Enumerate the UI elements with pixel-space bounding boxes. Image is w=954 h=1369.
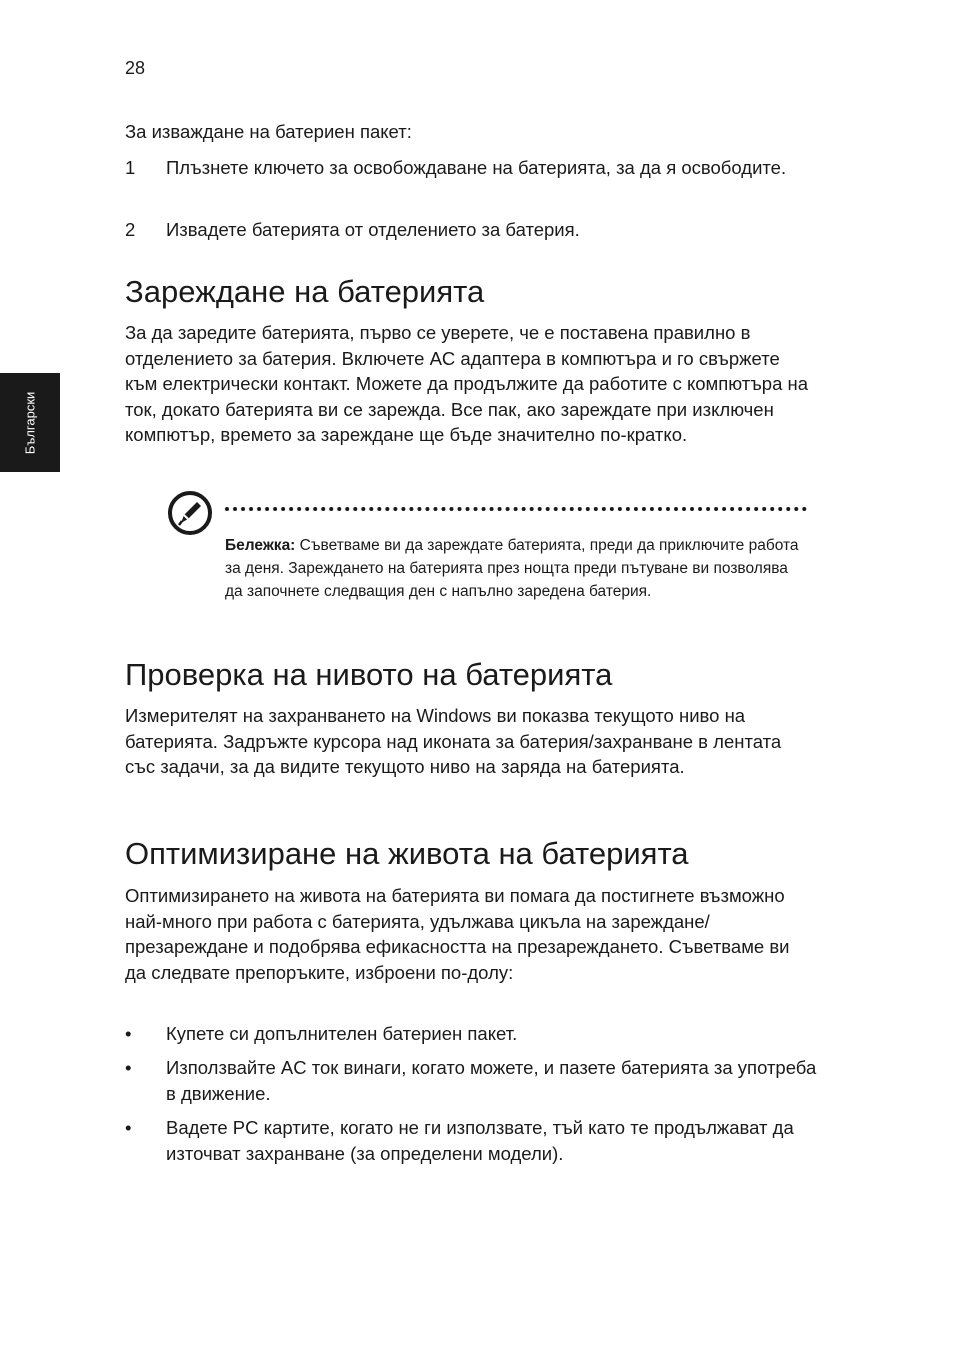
heading-battery-level: Проверка на нивото на батерията	[125, 657, 613, 692]
side-tab-label: Български	[22, 391, 38, 455]
language-side-tab	[0, 373, 60, 472]
list-item	[125, 155, 825, 181]
list-item	[125, 1115, 825, 1166]
note-pen-icon	[167, 490, 213, 536]
bullet-marker: •	[125, 1023, 132, 1044]
note-text	[225, 534, 800, 603]
list-item	[125, 1021, 825, 1047]
note-dotted-rule	[225, 507, 807, 511]
bullet-marker: •	[125, 1117, 132, 1138]
bullet-marker: •	[125, 1057, 132, 1078]
bullet-text: Вадете PC картите, когато не ги използвате, тъй като те продължават да източват захранване (за определени модели).	[166, 1117, 794, 1164]
charging-paragraph: За да заредите батерията, първо се уверете, че е поставена правилно в отделението за батерия. Включете AC адаптера в компютъра и го свържете към електрически контакт. Можете да продължите да работите с компютъра на ток, докато батерията ви се зарежда. Все пак, ако зареждате при изключен компютър, времето за зареждане ще бъде значително по-кратко.	[125, 322, 809, 445]
step-text: Извадете батерията от отделението за батерия.	[166, 219, 580, 240]
heading-charging: Зареждане на батерията	[125, 274, 485, 309]
heading-optimize: Оптимизиране на живота на батерията	[125, 836, 689, 871]
bullet-text: Използвайте AC ток винаги, когато можете, и пазете батерията за употреба в движение.	[166, 1057, 817, 1104]
step-number: 1	[125, 157, 136, 178]
intro-text: За изваждане на батериен пакет:	[125, 121, 412, 142]
step-text: Плъзнете ключето за освобождаване на батерията, за да я освободите.	[166, 157, 787, 178]
page-number: 28	[125, 58, 146, 78]
battery-level-paragraph: Измерителят на захранването на Windows ви показва текущото ниво на батерията. Задръжте курсора над иконата за батерия/захранване в лентата със задачи, за да видите текущото ниво на заряда на батерията.	[125, 705, 782, 777]
list-item	[125, 217, 825, 243]
note-label: Бележка:	[225, 537, 296, 554]
optimize-paragraph: Оптимизирането на живота на батерията ви помага да постигнете възможно най-много при работа с батерията, удължава цикъла на зареждане/презареждане и подобрява ефикасността на презареждането. Съветваме ви да следвате препоръките, изброени по-долу:	[125, 885, 790, 983]
note-body: Съветваме ви да зареждате батерията, преди да приключите работа за деня. Зареждането на батерията през нощта преди пътуване ви позволява да започнете следващия ден с напълно заредена батерия.	[225, 537, 799, 600]
list-item	[125, 1055, 825, 1106]
step-number: 2	[125, 219, 136, 240]
bullet-text: Купете си допълнителен батериен пакет.	[166, 1023, 518, 1044]
